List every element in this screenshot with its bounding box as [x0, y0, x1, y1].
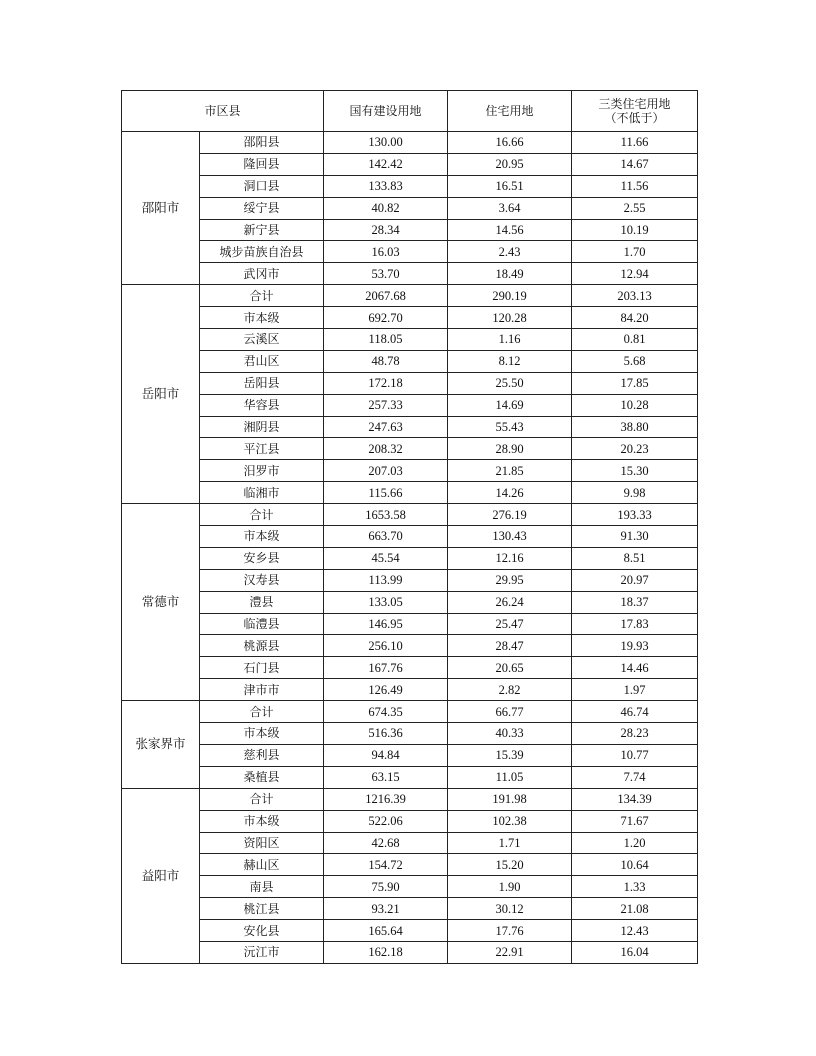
class3-value: 14.46	[572, 657, 698, 679]
residential-value: 40.33	[448, 723, 572, 745]
county-cell: 市本级	[200, 307, 324, 329]
residential-value: 14.56	[448, 219, 572, 241]
table-row	[122, 132, 698, 154]
county-cell: 澧县	[200, 591, 324, 613]
header-state-land: 国有建设用地	[324, 91, 448, 132]
state-land-value: 146.95	[324, 613, 448, 635]
class3-value: 21.08	[572, 898, 698, 920]
city-cell: 常德市	[122, 504, 200, 701]
county-cell: 慈利县	[200, 744, 324, 766]
residential-value: 26.24	[448, 591, 572, 613]
county-cell: 合计	[200, 504, 324, 526]
residential-value: 16.51	[448, 175, 572, 197]
state-land-value: 28.34	[324, 219, 448, 241]
class3-value: 7.74	[572, 766, 698, 788]
state-land-value: 522.06	[324, 810, 448, 832]
state-land-value: 2067.68	[324, 285, 448, 307]
residential-value: 21.85	[448, 460, 572, 482]
class3-value: 203.13	[572, 285, 698, 307]
table-row	[122, 350, 698, 372]
county-cell: 洞口县	[200, 175, 324, 197]
state-land-value: 115.66	[324, 482, 448, 504]
table-row	[122, 372, 698, 394]
class3-value: 5.68	[572, 350, 698, 372]
table-row	[122, 460, 698, 482]
class3-value: 20.97	[572, 569, 698, 591]
state-land-value: 93.21	[324, 898, 448, 920]
header-district: 市区县	[122, 91, 324, 132]
class3-value: 71.67	[572, 810, 698, 832]
header-row	[122, 91, 698, 132]
county-cell: 桃源县	[200, 635, 324, 657]
class3-value: 18.37	[572, 591, 698, 613]
city-cell: 张家界市	[122, 701, 200, 789]
table-row	[122, 219, 698, 241]
county-cell: 市本级	[200, 810, 324, 832]
state-land-value: 167.76	[324, 657, 448, 679]
class3-value: 1.70	[572, 241, 698, 263]
class3-value: 20.23	[572, 438, 698, 460]
state-land-value: 133.05	[324, 591, 448, 613]
residential-value: 15.39	[448, 744, 572, 766]
table-row	[122, 854, 698, 876]
table-row	[122, 438, 698, 460]
table-row	[122, 569, 698, 591]
table-row	[122, 504, 698, 526]
residential-value: 17.76	[448, 920, 572, 942]
table-row	[122, 175, 698, 197]
residential-value: 20.65	[448, 657, 572, 679]
table-row	[122, 766, 698, 788]
state-land-value: 118.05	[324, 329, 448, 351]
residential-value: 14.69	[448, 394, 572, 416]
residential-value: 22.91	[448, 941, 572, 963]
table-row	[122, 876, 698, 898]
county-cell: 绥宁县	[200, 197, 324, 219]
state-land-value: 207.03	[324, 460, 448, 482]
residential-value: 1.16	[448, 329, 572, 351]
city-cell: 益阳市	[122, 788, 200, 963]
table-row	[122, 263, 698, 285]
residential-value: 1.90	[448, 876, 572, 898]
state-land-value: 663.70	[324, 526, 448, 548]
state-land-value: 45.54	[324, 547, 448, 569]
table-row	[122, 285, 698, 307]
county-cell: 汉寿县	[200, 569, 324, 591]
state-land-value: 516.36	[324, 723, 448, 745]
table-row	[122, 701, 698, 723]
residential-value: 1.71	[448, 832, 572, 854]
county-cell: 市本级	[200, 723, 324, 745]
residential-value: 12.16	[448, 547, 572, 569]
county-cell: 城步苗族自治县	[200, 241, 324, 263]
class3-value: 38.80	[572, 416, 698, 438]
county-cell: 南县	[200, 876, 324, 898]
state-land-value: 113.99	[324, 569, 448, 591]
table-row	[122, 482, 698, 504]
class3-value: 10.77	[572, 744, 698, 766]
table-row	[122, 679, 698, 701]
table-row	[122, 920, 698, 942]
class3-value: 11.66	[572, 132, 698, 154]
table-row	[122, 416, 698, 438]
state-land-value: 172.18	[324, 372, 448, 394]
county-cell: 君山区	[200, 350, 324, 372]
residential-value: 30.12	[448, 898, 572, 920]
county-cell: 湘阴县	[200, 416, 324, 438]
class3-value: 16.04	[572, 941, 698, 963]
residential-value: 29.95	[448, 569, 572, 591]
header-residential: 住宅用地	[448, 91, 572, 132]
county-cell: 津市市	[200, 679, 324, 701]
table-row	[122, 526, 698, 548]
county-cell: 资阳区	[200, 832, 324, 854]
table-row	[122, 241, 698, 263]
class3-value: 12.94	[572, 263, 698, 285]
residential-value: 8.12	[448, 350, 572, 372]
table-row	[122, 613, 698, 635]
residential-value: 55.43	[448, 416, 572, 438]
state-land-value: 133.83	[324, 175, 448, 197]
county-cell: 合计	[200, 285, 324, 307]
state-land-value: 165.64	[324, 920, 448, 942]
state-land-value: 142.42	[324, 153, 448, 175]
state-land-value: 692.70	[324, 307, 448, 329]
state-land-value: 16.03	[324, 241, 448, 263]
residential-value: 2.43	[448, 241, 572, 263]
state-land-value: 674.35	[324, 701, 448, 723]
residential-value: 3.64	[448, 197, 572, 219]
state-land-value: 48.78	[324, 350, 448, 372]
county-cell: 石门县	[200, 657, 324, 679]
class3-value: 91.30	[572, 526, 698, 548]
table-row	[122, 394, 698, 416]
class3-value: 11.56	[572, 175, 698, 197]
header-class3-line2: （不低于）	[604, 111, 665, 125]
county-cell: 邵阳县	[200, 132, 324, 154]
class3-value: 14.67	[572, 153, 698, 175]
state-land-value: 1216.39	[324, 788, 448, 810]
county-cell: 岳阳县	[200, 372, 324, 394]
class3-value: 10.28	[572, 394, 698, 416]
table-row	[122, 547, 698, 569]
class3-value: 28.23	[572, 723, 698, 745]
residential-value: 14.26	[448, 482, 572, 504]
county-cell: 安乡县	[200, 547, 324, 569]
land-supply-table	[121, 90, 698, 964]
residential-value: 18.49	[448, 263, 572, 285]
state-land-value: 63.15	[324, 766, 448, 788]
class3-value: 2.55	[572, 197, 698, 219]
table-row	[122, 153, 698, 175]
table-row	[122, 329, 698, 351]
city-cell: 邵阳市	[122, 132, 200, 285]
class3-value: 46.74	[572, 701, 698, 723]
state-land-value: 40.82	[324, 197, 448, 219]
residential-value: 276.19	[448, 504, 572, 526]
state-land-value: 162.18	[324, 941, 448, 963]
state-land-value: 256.10	[324, 635, 448, 657]
class3-value: 17.85	[572, 372, 698, 394]
class3-value: 0.81	[572, 329, 698, 351]
residential-value: 120.28	[448, 307, 572, 329]
class3-value: 17.83	[572, 613, 698, 635]
table-row	[122, 197, 698, 219]
state-land-value: 53.70	[324, 263, 448, 285]
class3-value: 19.93	[572, 635, 698, 657]
county-cell: 桑植县	[200, 766, 324, 788]
table-row	[122, 788, 698, 810]
header-class3-residential	[572, 91, 698, 132]
county-cell: 隆回县	[200, 153, 324, 175]
city-cell: 岳阳市	[122, 285, 200, 504]
county-cell: 华容县	[200, 394, 324, 416]
class3-value: 1.33	[572, 876, 698, 898]
class3-value: 10.19	[572, 219, 698, 241]
table-body	[122, 132, 698, 964]
state-land-value: 94.84	[324, 744, 448, 766]
residential-value: 66.77	[448, 701, 572, 723]
residential-value: 15.20	[448, 854, 572, 876]
residential-value: 20.95	[448, 153, 572, 175]
residential-value: 130.43	[448, 526, 572, 548]
table-row	[122, 744, 698, 766]
table-row	[122, 723, 698, 745]
state-land-value: 247.63	[324, 416, 448, 438]
county-cell: 合计	[200, 788, 324, 810]
county-cell: 合计	[200, 701, 324, 723]
class3-value: 9.98	[572, 482, 698, 504]
header-class3-line1: 三类住宅用地	[598, 97, 671, 111]
state-land-value: 154.72	[324, 854, 448, 876]
county-cell: 云溪区	[200, 329, 324, 351]
class3-value: 12.43	[572, 920, 698, 942]
county-cell: 市本级	[200, 526, 324, 548]
residential-value: 290.19	[448, 285, 572, 307]
state-land-value: 42.68	[324, 832, 448, 854]
county-cell: 临湘市	[200, 482, 324, 504]
table-row	[122, 941, 698, 963]
class3-value: 193.33	[572, 504, 698, 526]
table-row	[122, 832, 698, 854]
table-row	[122, 810, 698, 832]
state-land-value: 1653.58	[324, 504, 448, 526]
residential-value: 102.38	[448, 810, 572, 832]
county-cell: 临澧县	[200, 613, 324, 635]
class3-value: 134.39	[572, 788, 698, 810]
residential-value: 25.50	[448, 372, 572, 394]
county-cell: 沅江市	[200, 941, 324, 963]
residential-value: 11.05	[448, 766, 572, 788]
class3-value: 1.97	[572, 679, 698, 701]
class3-value: 84.20	[572, 307, 698, 329]
county-cell: 平江县	[200, 438, 324, 460]
class3-value: 1.20	[572, 832, 698, 854]
residential-value: 2.82	[448, 679, 572, 701]
county-cell: 武冈市	[200, 263, 324, 285]
class3-value: 10.64	[572, 854, 698, 876]
county-cell: 桃江县	[200, 898, 324, 920]
county-cell: 汨罗市	[200, 460, 324, 482]
table-row	[122, 635, 698, 657]
residential-value: 28.90	[448, 438, 572, 460]
class3-value: 8.51	[572, 547, 698, 569]
table-row	[122, 898, 698, 920]
residential-value: 191.98	[448, 788, 572, 810]
residential-value: 28.47	[448, 635, 572, 657]
table-row	[122, 307, 698, 329]
state-land-value: 208.32	[324, 438, 448, 460]
county-cell: 赫山区	[200, 854, 324, 876]
county-cell: 新宁县	[200, 219, 324, 241]
table-row	[122, 657, 698, 679]
state-land-value: 257.33	[324, 394, 448, 416]
residential-value: 16.66	[448, 132, 572, 154]
state-land-value: 130.00	[324, 132, 448, 154]
class3-value: 15.30	[572, 460, 698, 482]
state-land-value: 126.49	[324, 679, 448, 701]
table-row	[122, 591, 698, 613]
county-cell: 安化县	[200, 920, 324, 942]
state-land-value: 75.90	[324, 876, 448, 898]
residential-value: 25.47	[448, 613, 572, 635]
